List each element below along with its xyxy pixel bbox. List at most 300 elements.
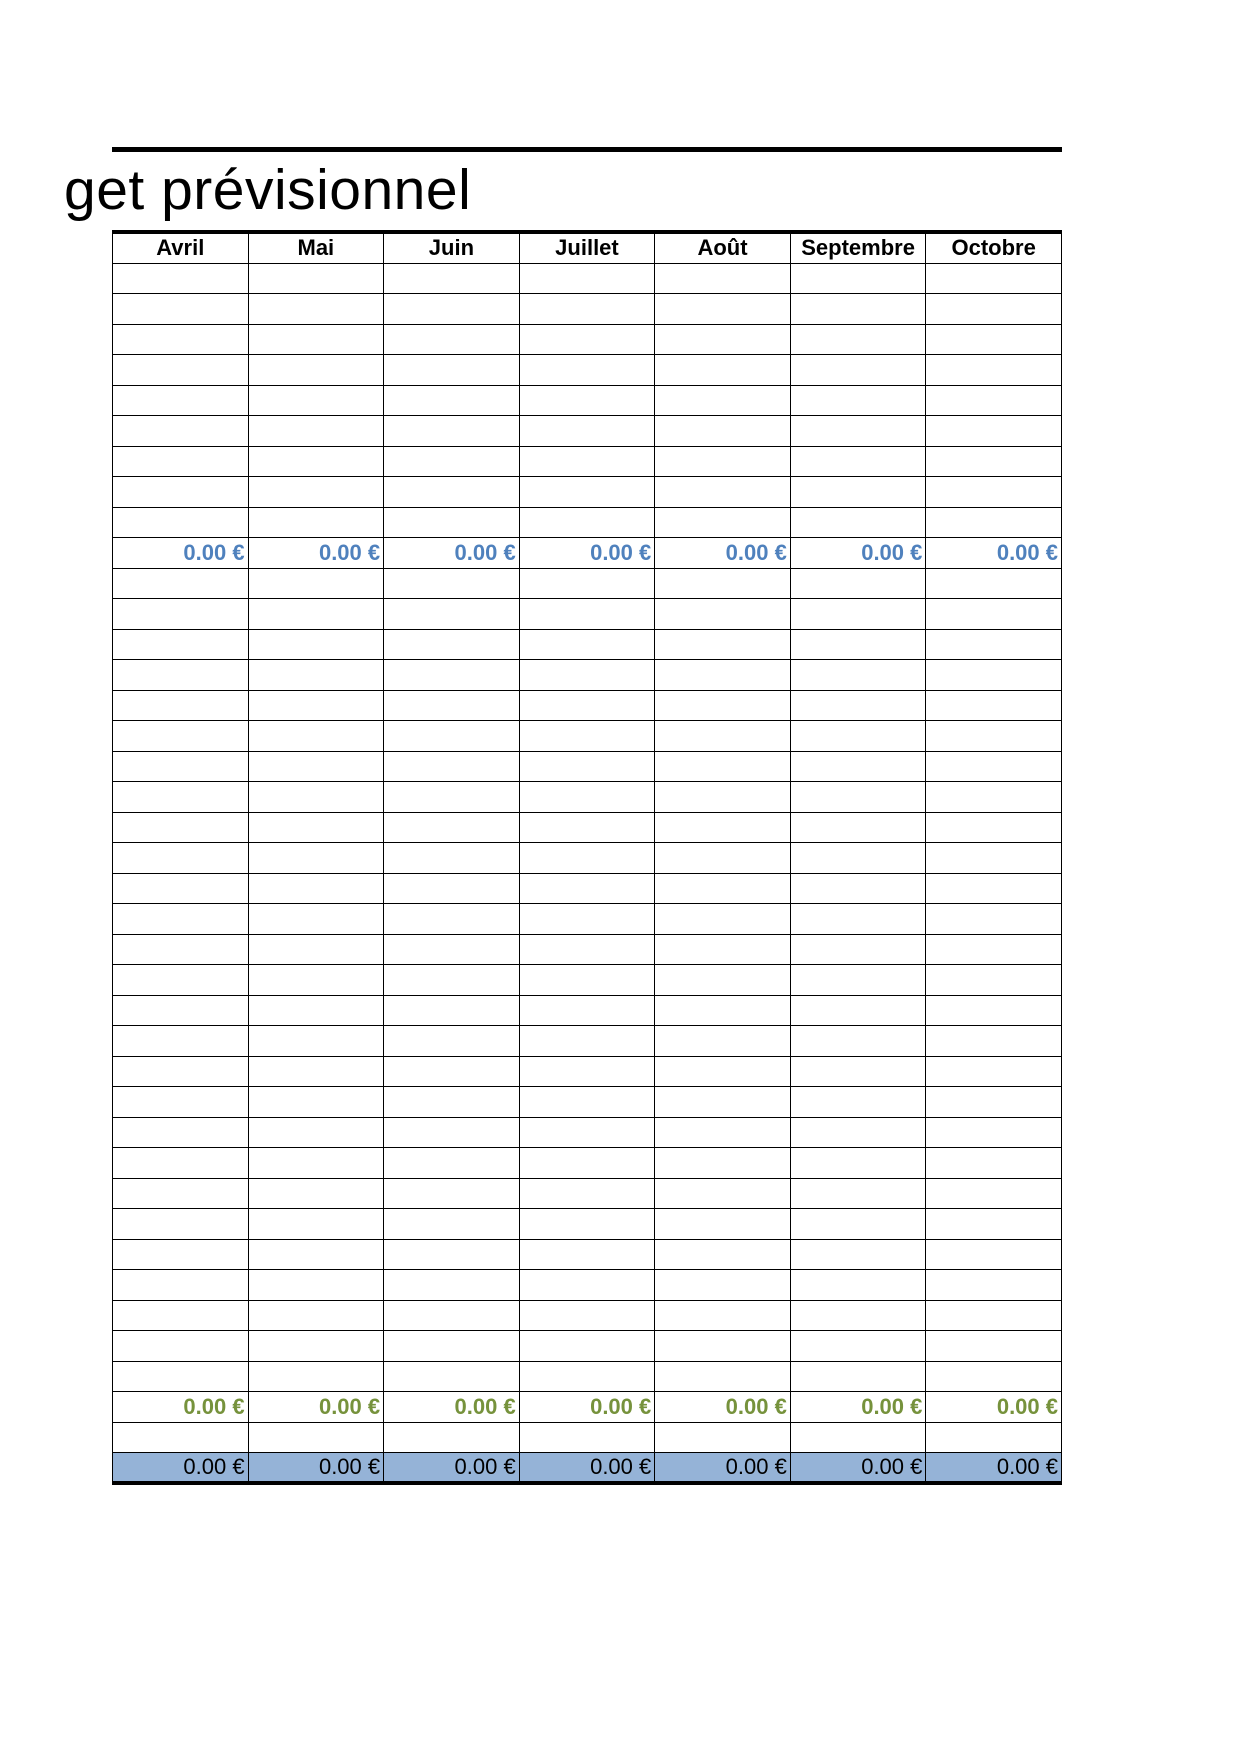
cell[interactable] [790, 324, 926, 355]
cell[interactable] [113, 1422, 249, 1453]
cell[interactable] [926, 568, 1062, 599]
cell[interactable] [790, 690, 926, 721]
table-row [113, 446, 1062, 477]
cell[interactable] [248, 721, 384, 752]
cell[interactable] [519, 629, 655, 660]
cell[interactable] [519, 965, 655, 996]
cell[interactable] [384, 1178, 520, 1209]
cell[interactable] [113, 263, 249, 294]
table-row [113, 568, 1062, 599]
cell[interactable] [790, 751, 926, 782]
cell[interactable] [384, 721, 520, 752]
cell[interactable] [248, 965, 384, 996]
cell[interactable] [790, 1056, 926, 1087]
cell[interactable] [655, 843, 791, 874]
cell[interactable] [655, 324, 791, 355]
cell[interactable] [790, 294, 926, 325]
cell[interactable] [655, 1117, 791, 1148]
cell[interactable] [384, 355, 520, 386]
table-row [113, 690, 1062, 721]
cell[interactable] [790, 1422, 926, 1453]
cell[interactable] [384, 263, 520, 294]
cell[interactable] [384, 782, 520, 813]
balance-row-cell[interactable]: 0.00 € [519, 1453, 655, 1484]
cell[interactable] [655, 1087, 791, 1118]
cell[interactable] [655, 1178, 791, 1209]
cell[interactable] [790, 843, 926, 874]
cell[interactable] [790, 1148, 926, 1179]
cell[interactable] [113, 1117, 249, 1148]
cell[interactable] [113, 995, 249, 1026]
cell[interactable] [248, 1209, 384, 1240]
cell[interactable] [384, 507, 520, 538]
cell[interactable] [790, 1239, 926, 1270]
cell[interactable] [384, 1270, 520, 1301]
cell[interactable] [790, 263, 926, 294]
cell[interactable] [926, 690, 1062, 721]
cell[interactable] [248, 568, 384, 599]
cell[interactable] [384, 995, 520, 1026]
cell[interactable] [926, 1117, 1062, 1148]
cell[interactable] [113, 324, 249, 355]
cell[interactable] [113, 1209, 249, 1240]
cell[interactable] [790, 782, 926, 813]
cell[interactable] [384, 1117, 520, 1148]
cell[interactable] [519, 751, 655, 782]
cell[interactable] [248, 660, 384, 691]
cell[interactable] [519, 721, 655, 752]
cell[interactable] [655, 446, 791, 477]
cell[interactable] [384, 1148, 520, 1179]
cell[interactable] [519, 690, 655, 721]
cell[interactable] [519, 507, 655, 538]
cell[interactable] [248, 1239, 384, 1270]
cell[interactable] [655, 1331, 791, 1362]
cell[interactable] [113, 690, 249, 721]
cell[interactable] [248, 355, 384, 386]
cell[interactable] [384, 1026, 520, 1057]
cell[interactable] [519, 263, 655, 294]
cell[interactable] [113, 721, 249, 752]
table-row [113, 751, 1062, 782]
cell[interactable] [113, 1026, 249, 1057]
table-row [113, 1209, 1062, 1240]
cell[interactable] [248, 690, 384, 721]
cell[interactable] [248, 324, 384, 355]
cell[interactable] [790, 1331, 926, 1362]
cell[interactable] [113, 873, 249, 904]
cell[interactable] [113, 1270, 249, 1301]
cell[interactable] [655, 873, 791, 904]
cell[interactable] [926, 934, 1062, 965]
cell[interactable] [384, 599, 520, 630]
expense-total-row-cell[interactable]: 0.00 € [384, 1392, 520, 1423]
cell[interactable] [655, 934, 791, 965]
cell[interactable] [655, 904, 791, 935]
balance-row-cell[interactable]: 0.00 € [113, 1453, 249, 1484]
cell[interactable] [926, 1178, 1062, 1209]
cell[interactable] [655, 1056, 791, 1087]
cell[interactable] [655, 263, 791, 294]
cell[interactable] [519, 324, 655, 355]
table-row [113, 1026, 1062, 1057]
cell[interactable] [519, 660, 655, 691]
balance-row-cell[interactable]: 0.00 € [384, 1453, 520, 1484]
cell[interactable] [113, 477, 249, 508]
month-header: Juillet [519, 232, 655, 263]
cell[interactable] [384, 1422, 520, 1453]
cell[interactable] [248, 599, 384, 630]
cell[interactable] [248, 1087, 384, 1118]
cell[interactable] [519, 843, 655, 874]
expense-total-row-cell[interactable]: 0.00 € [655, 1392, 791, 1423]
cell[interactable] [384, 477, 520, 508]
cell[interactable] [926, 446, 1062, 477]
cell[interactable] [790, 1178, 926, 1209]
cell[interactable] [384, 416, 520, 447]
revenue-total-row-cell[interactable]: 0.00 € [655, 538, 791, 569]
cell[interactable] [926, 995, 1062, 1026]
cell[interactable] [519, 812, 655, 843]
cell[interactable] [384, 1331, 520, 1362]
table-row [113, 965, 1062, 996]
cell[interactable] [248, 1300, 384, 1331]
cell[interactable] [790, 812, 926, 843]
table-row [113, 629, 1062, 660]
cell[interactable] [384, 568, 520, 599]
cell[interactable] [248, 812, 384, 843]
cell[interactable] [519, 446, 655, 477]
cell[interactable] [655, 1300, 791, 1331]
cell[interactable] [519, 294, 655, 325]
table-row [113, 782, 1062, 813]
cell[interactable] [926, 1270, 1062, 1301]
cell[interactable] [384, 934, 520, 965]
cell[interactable] [113, 629, 249, 660]
cell[interactable] [248, 1148, 384, 1179]
cell[interactable] [926, 1331, 1062, 1362]
cell[interactable] [790, 385, 926, 416]
cell[interactable] [519, 782, 655, 813]
cell[interactable] [248, 446, 384, 477]
cell[interactable] [248, 385, 384, 416]
cell[interactable] [655, 507, 791, 538]
revenue-total-row-cell[interactable]: 0.00 € [790, 538, 926, 569]
cell[interactable] [384, 751, 520, 782]
expense-total-row-cell[interactable]: 0.00 € [248, 1392, 384, 1423]
cell[interactable] [790, 477, 926, 508]
cell[interactable] [113, 416, 249, 447]
cell[interactable] [248, 1331, 384, 1362]
cell[interactable] [519, 1422, 655, 1453]
cell[interactable] [790, 721, 926, 752]
cell[interactable] [384, 1209, 520, 1240]
table-row [113, 721, 1062, 752]
cell[interactable] [248, 1178, 384, 1209]
cell[interactable] [926, 416, 1062, 447]
cell[interactable] [655, 660, 791, 691]
cell[interactable] [655, 629, 791, 660]
cell[interactable] [113, 660, 249, 691]
cell[interactable] [790, 507, 926, 538]
expense-total-row-cell[interactable]: 0.00 € [790, 1392, 926, 1423]
cell[interactable] [384, 324, 520, 355]
cell[interactable] [519, 934, 655, 965]
cell[interactable] [519, 355, 655, 386]
cell[interactable] [248, 294, 384, 325]
cell[interactable] [384, 446, 520, 477]
cell[interactable] [655, 751, 791, 782]
cell[interactable] [790, 873, 926, 904]
cell[interactable] [113, 1361, 249, 1392]
cell[interactable] [926, 629, 1062, 660]
cell[interactable] [113, 568, 249, 599]
cell[interactable] [926, 1300, 1062, 1331]
cell[interactable] [790, 1087, 926, 1118]
table-row [113, 416, 1062, 447]
cell[interactable] [248, 904, 384, 935]
month-header: Juin [384, 232, 520, 263]
cell[interactable] [113, 934, 249, 965]
cell[interactable] [113, 355, 249, 386]
cell[interactable] [790, 965, 926, 996]
expense-total-row-cell[interactable]: 0.00 € [113, 1392, 249, 1423]
table-row [113, 324, 1062, 355]
cell[interactable] [384, 1056, 520, 1087]
cell[interactable] [655, 1148, 791, 1179]
cell[interactable] [790, 446, 926, 477]
cell[interactable] [926, 477, 1062, 508]
table-row [113, 904, 1062, 935]
cell[interactable] [790, 568, 926, 599]
cell[interactable] [790, 416, 926, 447]
cell[interactable] [655, 1270, 791, 1301]
revenue-total-row-cell[interactable]: 0.00 € [384, 538, 520, 569]
cell[interactable] [926, 812, 1062, 843]
cell[interactable] [655, 690, 791, 721]
cell[interactable] [655, 1361, 791, 1392]
cell[interactable] [519, 1209, 655, 1240]
cell[interactable] [248, 934, 384, 965]
cell[interactable] [248, 995, 384, 1026]
revenue-total-row-cell[interactable]: 0.00 € [248, 538, 384, 569]
cell[interactable] [519, 873, 655, 904]
cell[interactable] [248, 1270, 384, 1301]
cell[interactable] [519, 568, 655, 599]
cell[interactable] [655, 995, 791, 1026]
cell[interactable] [248, 629, 384, 660]
cell[interactable] [926, 294, 1062, 325]
cell[interactable] [113, 294, 249, 325]
cell[interactable] [790, 1361, 926, 1392]
table-row [113, 477, 1062, 508]
cell[interactable] [926, 1361, 1062, 1392]
cell[interactable] [926, 1148, 1062, 1179]
table-row [113, 1300, 1062, 1331]
cell[interactable] [248, 1361, 384, 1392]
cell[interactable] [655, 812, 791, 843]
cell[interactable] [790, 995, 926, 1026]
cell[interactable] [655, 568, 791, 599]
revenue-total-row-cell[interactable]: 0.00 € [113, 538, 249, 569]
cell[interactable] [384, 1087, 520, 1118]
cell[interactable] [926, 507, 1062, 538]
cell[interactable] [926, 599, 1062, 630]
cell[interactable] [926, 1026, 1062, 1057]
cell[interactable] [248, 1026, 384, 1057]
cell[interactable] [519, 904, 655, 935]
cell[interactable] [384, 690, 520, 721]
expense-total-row-cell[interactable]: 0.00 € [926, 1392, 1062, 1423]
cell[interactable] [519, 1331, 655, 1362]
cell[interactable] [926, 660, 1062, 691]
cell[interactable] [926, 385, 1062, 416]
cell[interactable] [790, 660, 926, 691]
cell[interactable] [519, 1300, 655, 1331]
cell[interactable] [519, 416, 655, 447]
cell[interactable] [384, 1361, 520, 1392]
balance-row-cell[interactable]: 0.00 € [655, 1453, 791, 1484]
cell[interactable] [384, 1239, 520, 1270]
cell[interactable] [926, 1209, 1062, 1240]
cell[interactable] [519, 1117, 655, 1148]
revenue-total-row-cell[interactable]: 0.00 € [519, 538, 655, 569]
cell[interactable] [248, 477, 384, 508]
cell[interactable] [384, 629, 520, 660]
cell[interactable] [655, 782, 791, 813]
cell[interactable] [248, 843, 384, 874]
cell[interactable] [113, 1178, 249, 1209]
cell[interactable] [248, 1422, 384, 1453]
cell[interactable] [113, 599, 249, 630]
cell[interactable] [790, 599, 926, 630]
cell[interactable] [113, 1239, 249, 1270]
cell[interactable] [248, 416, 384, 447]
cell[interactable] [926, 782, 1062, 813]
cell[interactable] [519, 385, 655, 416]
cell[interactable] [655, 416, 791, 447]
cell[interactable] [248, 1117, 384, 1148]
balance-row-cell[interactable]: 0.00 € [248, 1453, 384, 1484]
cell[interactable] [113, 1331, 249, 1362]
cell[interactable] [519, 1026, 655, 1057]
cell[interactable] [655, 721, 791, 752]
cell[interactable] [790, 355, 926, 386]
cell[interactable] [926, 873, 1062, 904]
cell[interactable] [655, 294, 791, 325]
cell[interactable] [519, 477, 655, 508]
cell[interactable] [384, 904, 520, 935]
cell[interactable] [926, 904, 1062, 935]
cell[interactable] [790, 1209, 926, 1240]
cell[interactable] [384, 660, 520, 691]
cell[interactable] [519, 1239, 655, 1270]
cell[interactable] [519, 599, 655, 630]
cell[interactable] [113, 843, 249, 874]
cell[interactable] [655, 477, 791, 508]
cell[interactable] [519, 1148, 655, 1179]
cell[interactable] [384, 385, 520, 416]
cell[interactable] [926, 1087, 1062, 1118]
cell[interactable] [655, 355, 791, 386]
cell[interactable] [926, 1239, 1062, 1270]
cell[interactable] [655, 1239, 791, 1270]
cell[interactable] [655, 599, 791, 630]
cell[interactable] [519, 1361, 655, 1392]
cell[interactable] [384, 965, 520, 996]
cell[interactable] [384, 812, 520, 843]
cell[interactable] [113, 904, 249, 935]
cell[interactable] [384, 873, 520, 904]
cell[interactable] [113, 812, 249, 843]
cell[interactable] [113, 1148, 249, 1179]
cell[interactable] [926, 965, 1062, 996]
cell[interactable] [113, 965, 249, 996]
cell[interactable] [519, 1270, 655, 1301]
cell[interactable] [790, 934, 926, 965]
cell[interactable] [790, 1117, 926, 1148]
cell[interactable] [113, 385, 249, 416]
cell[interactable] [248, 263, 384, 294]
month-header: Mai [248, 232, 384, 263]
cell[interactable] [926, 1056, 1062, 1087]
cell[interactable] [248, 782, 384, 813]
balance-row-cell[interactable]: 0.00 € [926, 1453, 1062, 1484]
cell[interactable] [519, 995, 655, 1026]
cell[interactable] [113, 1056, 249, 1087]
cell[interactable] [519, 1087, 655, 1118]
cell[interactable] [926, 843, 1062, 874]
cell[interactable] [790, 904, 926, 935]
cell[interactable] [655, 1026, 791, 1057]
cell[interactable] [655, 1209, 791, 1240]
cell[interactable] [926, 355, 1062, 386]
cell[interactable] [926, 1422, 1062, 1453]
cell[interactable] [113, 751, 249, 782]
cell[interactable] [655, 1422, 791, 1453]
cell[interactable] [790, 629, 926, 660]
cell[interactable] [519, 1178, 655, 1209]
balance-row [113, 1453, 1062, 1484]
cell[interactable] [926, 263, 1062, 294]
cell[interactable] [384, 294, 520, 325]
cell[interactable] [248, 873, 384, 904]
cell[interactable] [790, 1270, 926, 1301]
balance-row-cell[interactable]: 0.00 € [790, 1453, 926, 1484]
cell[interactable] [113, 446, 249, 477]
cell[interactable] [113, 782, 249, 813]
cell[interactable] [519, 1056, 655, 1087]
cell[interactable] [790, 1300, 926, 1331]
cell[interactable] [655, 385, 791, 416]
cell[interactable] [926, 751, 1062, 782]
cell[interactable] [384, 843, 520, 874]
cell[interactable] [113, 1087, 249, 1118]
cell[interactable] [113, 1300, 249, 1331]
expense-total-row-cell[interactable]: 0.00 € [519, 1392, 655, 1423]
cell[interactable] [790, 1026, 926, 1057]
cell[interactable] [248, 1056, 384, 1087]
revenue-total-row-cell[interactable]: 0.00 € [926, 538, 1062, 569]
cell[interactable] [248, 751, 384, 782]
month-header: Septembre [790, 232, 926, 263]
cell[interactable] [113, 507, 249, 538]
cell[interactable] [655, 965, 791, 996]
cell[interactable] [384, 1300, 520, 1331]
cell[interactable] [248, 507, 384, 538]
cell[interactable] [926, 324, 1062, 355]
cell[interactable] [926, 721, 1062, 752]
